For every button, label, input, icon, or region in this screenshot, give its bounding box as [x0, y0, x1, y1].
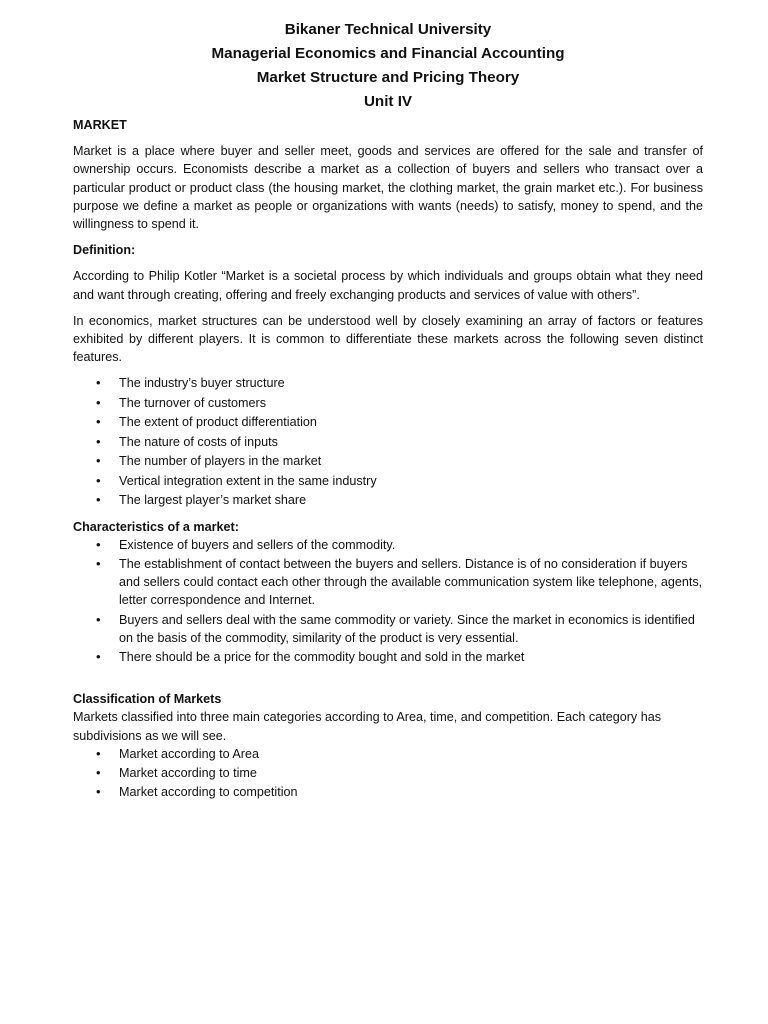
list-item: • Vertical integration extent in the same industry: [73, 472, 703, 490]
list-item: • Market according to Area: [73, 745, 703, 763]
list-item: • The extent of product differentiation: [73, 413, 703, 431]
characteristics-list: [73, 536, 703, 666]
classification-heading: Classification of Markets: [73, 692, 222, 707]
characteristics-heading: Characteristics of a market:: [73, 519, 239, 534]
definition-heading: Definition:: [73, 243, 136, 258]
list-item: • The industry’s buyer structure: [73, 374, 703, 392]
topic-title: Market Structure and Pricing Theory: [256, 69, 520, 86]
list-item: • The nature of costs of inputs: [73, 433, 703, 451]
course-title: Managerial Economics and Financial Accounting: [211, 45, 565, 62]
university-title: Bikaner Technical University: [284, 21, 492, 38]
classification-paragraph: Markets classified into three main categories according to Area, time, and competition. Each category has subdivisions as we will see.: [73, 710, 662, 743]
market-paragraph: Market is a place where buyer and seller meet, goods and services are offered for the sale and transfer of ownership occurs. Economists describe a market as a collection of buyers and sellers who transact over a particular product or product class (the housing market, the clothing market, the grain market etc.). For business purpose we define a market as people or organizations with wants (needs) to satisfy, money to spend, and the willingness to spend it.: [73, 144, 703, 232]
list-item: • Market according to time: [73, 764, 703, 782]
document-page: [73, 18, 703, 809]
list-item: • The number of players in the market: [73, 452, 703, 470]
market-structures-paragraph: In economics, market structures can be understood well by closely examining an array of factors or features exhibited by different players. It is common to differentiate these markets across the following seven distinct features.: [73, 313, 703, 365]
definition-paragraph: According to Philip Kotler “Market is a societal process by which individuals and groups obtain what they need and want through creating, offering and freely exchanging products and services of value with others”.: [73, 269, 703, 302]
list-item: • The turnover of customers: [73, 394, 703, 412]
document-title-block: [73, 18, 703, 114]
list-item: • Existence of buyers and sellers of the commodity.: [73, 536, 703, 554]
features-list: [73, 374, 703, 509]
list-item: • The establishment of contact between the buyers and sellers. Distance is of no consideration if buyers and sellers could contact each other through the available communication system like telephone, agents, letter correspondence and Internet.: [73, 555, 703, 610]
classification-list: [73, 745, 703, 802]
list-item: • The largest player’s market share: [73, 491, 703, 509]
list-item: • Buyers and sellers deal with the same commodity or variety. Since the market in economics is identified on the basis of the commodity, similarity of the product is very essential.: [73, 611, 703, 647]
unit-title: Unit IV: [363, 93, 413, 110]
market-heading: MARKET: [73, 118, 127, 132]
list-item: • There should be a price for the commodity bought and sold in the market: [73, 648, 703, 666]
list-item: • Market according to competition: [73, 783, 703, 801]
